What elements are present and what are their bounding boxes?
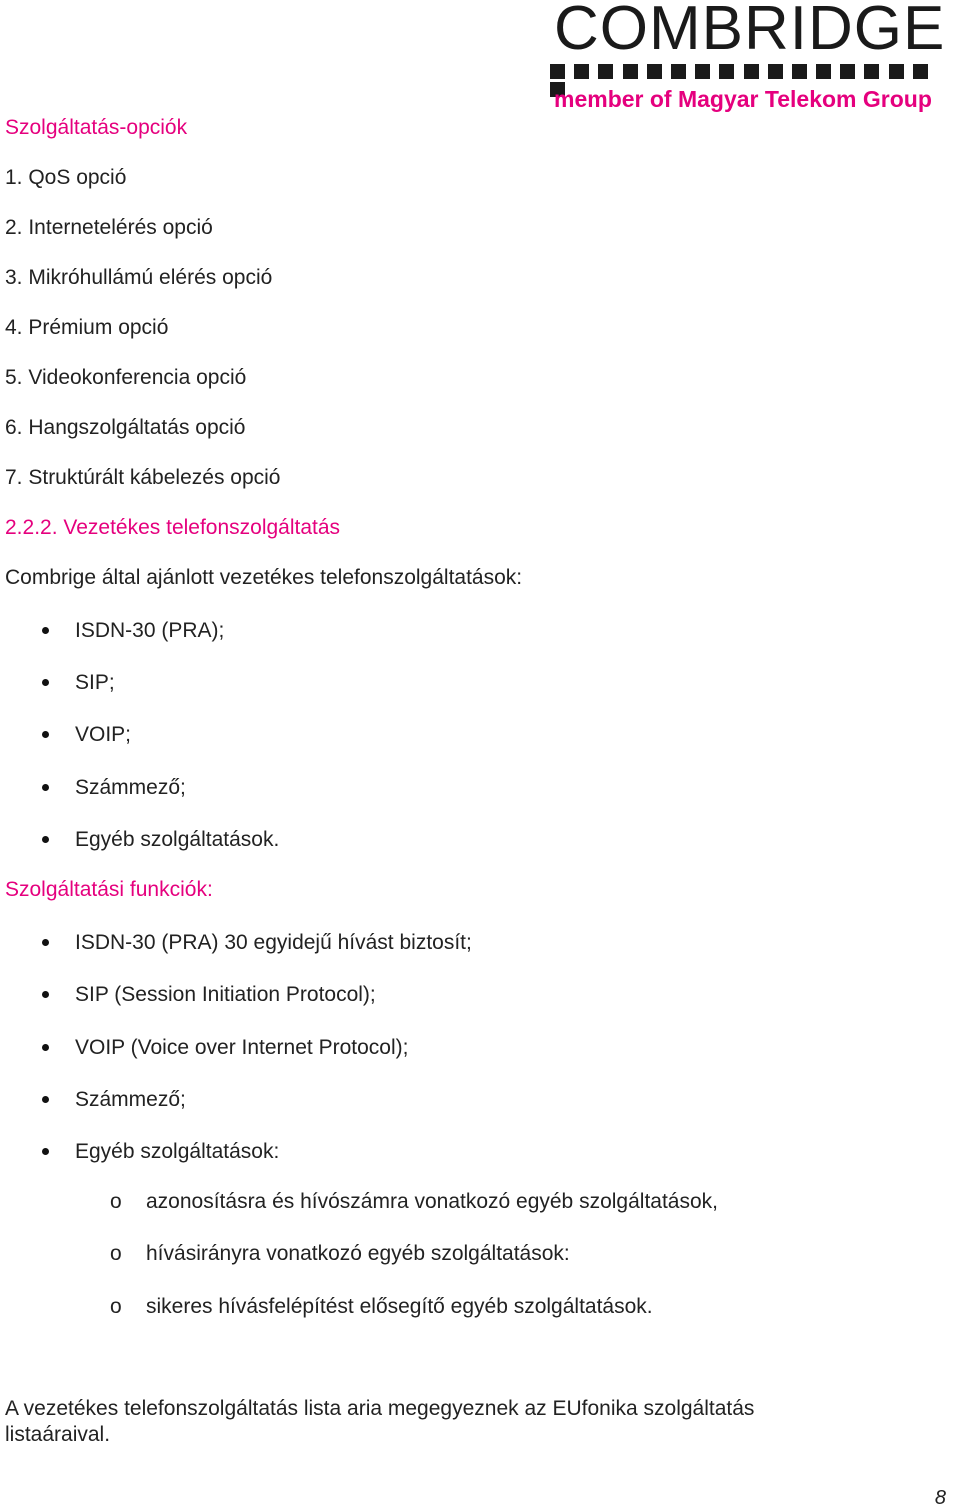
- logo-square-row: [550, 64, 958, 80]
- bullet-icon: [42, 991, 49, 998]
- option-item: 1. QoS opció: [5, 166, 127, 189]
- closing-paragraph-line: listaáraival.: [5, 1423, 111, 1446]
- function-item: SIP (Session Initiation Protocol);: [75, 983, 376, 1006]
- function-item: Számmező;: [75, 1088, 186, 1111]
- logo-wordmark: COMBRIDGE: [554, 0, 946, 63]
- function-item: VOIP (Voice over Internet Protocol);: [75, 1036, 409, 1059]
- option-item: 6. Hangszolgáltatás opció: [5, 416, 246, 439]
- service-item: Számmező;: [75, 776, 186, 799]
- functions-heading: Szolgáltatási funkciók:: [5, 878, 213, 901]
- bullet-icon: [42, 731, 49, 738]
- bullet-icon: [42, 627, 49, 634]
- closing-paragraph-line: A vezetékes telefonszolgáltatás lista aria megegyeznek az EUfonika szolgáltatás: [5, 1397, 755, 1420]
- page-number: 8: [934, 1487, 946, 1509]
- function-item: ISDN-30 (PRA) 30 egyidejű hívást biztosít;: [75, 931, 472, 954]
- other-service-item: hívásirányra vonatkozó egyéb szolgáltatások:: [146, 1242, 570, 1265]
- sub-bullet-marker: o: [110, 1295, 122, 1318]
- option-item: 2. Internetelérés opció: [5, 216, 213, 239]
- bullet-icon: [42, 1096, 49, 1103]
- service-item: ISDN-30 (PRA);: [75, 619, 225, 642]
- logo-tagline: member of Magyar Telekom Group: [554, 86, 932, 112]
- intro-paragraph: Combrige által ajánlott vezetékes telefonszolgáltatások:: [5, 566, 523, 589]
- bullet-icon: [42, 836, 49, 843]
- option-item: 4. Prémium opció: [5, 316, 169, 339]
- bullet-icon: [42, 939, 49, 946]
- option-item: 5. Videokonferencia opció: [5, 366, 247, 389]
- option-item: 7. Struktúrált kábelezés opció: [5, 466, 281, 489]
- company-logo: [548, 0, 960, 118]
- bullet-icon: [42, 784, 49, 791]
- other-service-item: sikeres hívásfelépítést elősegítő egyéb szolgáltatások.: [146, 1295, 653, 1318]
- service-item: Egyéb szolgáltatások.: [75, 828, 280, 851]
- sub-bullet-marker: o: [110, 1190, 122, 1213]
- function-item: Egyéb szolgáltatások:: [75, 1140, 280, 1163]
- bullet-icon: [42, 1044, 49, 1051]
- section-heading: Szolgáltatás-opciók: [5, 116, 188, 139]
- sub-bullet-marker: o: [110, 1242, 122, 1265]
- service-item: VOIP;: [75, 723, 132, 746]
- option-item: 3. Mikróhullámú elérés opció: [5, 266, 273, 289]
- service-item: SIP;: [75, 671, 115, 694]
- subsection-heading: 2.2.2. Vezetékes telefonszolgáltatás: [5, 516, 341, 539]
- bullet-icon: [42, 679, 49, 686]
- bullet-icon: [42, 1148, 49, 1155]
- other-service-item: azonosításra és hívószámra vonatkozó egyéb szolgáltatások,: [146, 1190, 718, 1213]
